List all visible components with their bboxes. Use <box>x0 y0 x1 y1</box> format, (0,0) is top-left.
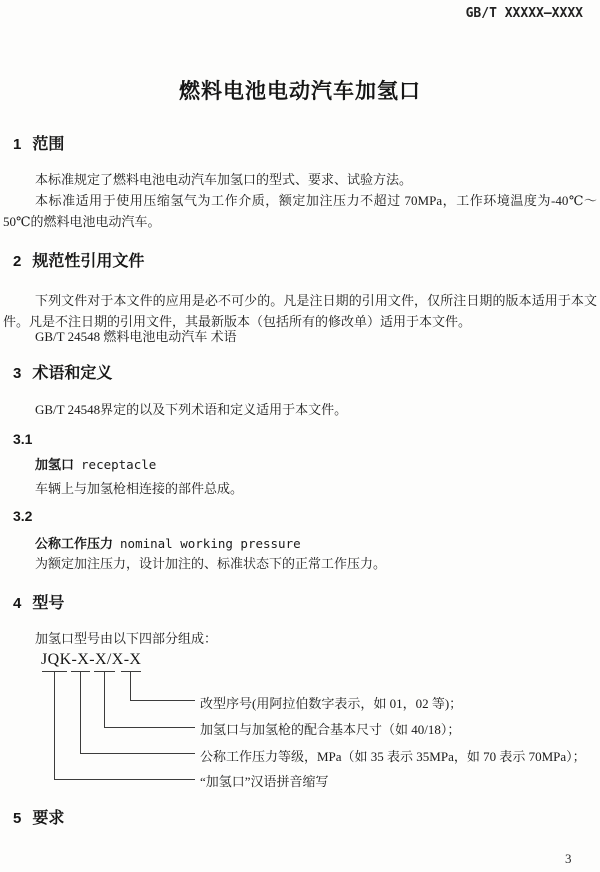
section-title: 要求 <box>32 810 65 827</box>
section-5-heading <box>13 809 64 829</box>
section-title: 规范性引用文件 <box>32 253 145 270</box>
term-1-chinese: 加氢口 <box>35 457 75 472</box>
model-code: JQK-X-X/X-X <box>41 651 142 668</box>
legend-modification-serial: 改型序号(用阿拉伯数字表示，如 01，02 等)； <box>200 696 463 711</box>
terms-intro-paragraph: GB/T 24548界定的以及下列术语和定义适用于本文件。 <box>35 402 348 417</box>
term-2-chinese: 公称工作压力 <box>35 536 114 551</box>
term-1-line <box>35 456 595 474</box>
term-2-definition: 为额定加注压力，设计加注的、标准状态下的正常工作压力。 <box>35 556 387 571</box>
model-intro-paragraph: 加氢口型号由以下四部分组成： <box>35 631 218 646</box>
term-1-definition: 车辆上与加氢枪相连接的部件总成。 <box>35 481 244 496</box>
connector-line-pinyin <box>54 672 195 780</box>
legend-working-pressure: 公称工作压力等级，MPa（如 35 表示 35MPa，如 70 表示 70MPa）； <box>200 749 586 764</box>
section-2-heading <box>13 252 144 272</box>
section-number: 1 <box>13 136 22 153</box>
section-title: 型号 <box>32 595 65 612</box>
clause-3-1-number: 3.1 <box>13 431 33 447</box>
section-number: 5 <box>13 810 22 827</box>
section-4-heading <box>13 594 64 614</box>
section-3-heading <box>13 364 112 384</box>
section-number: 4 <box>13 595 22 612</box>
document-title: 燃料电池电动汽车加氢口 <box>179 80 421 103</box>
legend-pinyin-abbr: “加氢口”汉语拼音缩写 <box>200 774 329 789</box>
scope-paragraph-1: 本标准规定了燃料电池电动汽车加氢口的型式、要求、试验方法。 <box>35 172 413 187</box>
section-1-heading <box>13 135 64 155</box>
term-2-line <box>35 535 595 553</box>
legend-mating-size: 加氢口与加氢枪的配合基本尺寸（如 40/18）； <box>200 722 461 737</box>
term-1-english: receptacle <box>81 457 157 472</box>
term-2-english: nominal working pressure <box>120 536 301 551</box>
section-number: 3 <box>13 365 22 382</box>
section-title: 术语和定义 <box>32 365 113 382</box>
section-title: 范围 <box>32 136 65 153</box>
reference-entry: GB/T 24548 燃料电池电动汽车 术语 <box>35 329 237 344</box>
clause-3-2-number: 3.2 <box>13 508 33 524</box>
section-number: 2 <box>13 253 22 270</box>
scope-paragraph-2: 本标准适用于使用压缩氢气为工作介质，额定加注压力不超过 70MPa，工作环境温度为-40℃～50℃的燃料电池电动汽车。 <box>3 193 597 229</box>
page-number: 3 <box>565 851 572 866</box>
standard-code-header: GB/T XXXXX—XXXX <box>465 6 583 21</box>
normative-references-paragraph: 下列文件对于本文件的应用是必不可少的。凡是注日期的引用文件，仅所注日期的版本适用于本文件。凡是不注日期的引用文件，其最新版本（包括所有的修改单）适用于本文件。 <box>3 293 597 329</box>
